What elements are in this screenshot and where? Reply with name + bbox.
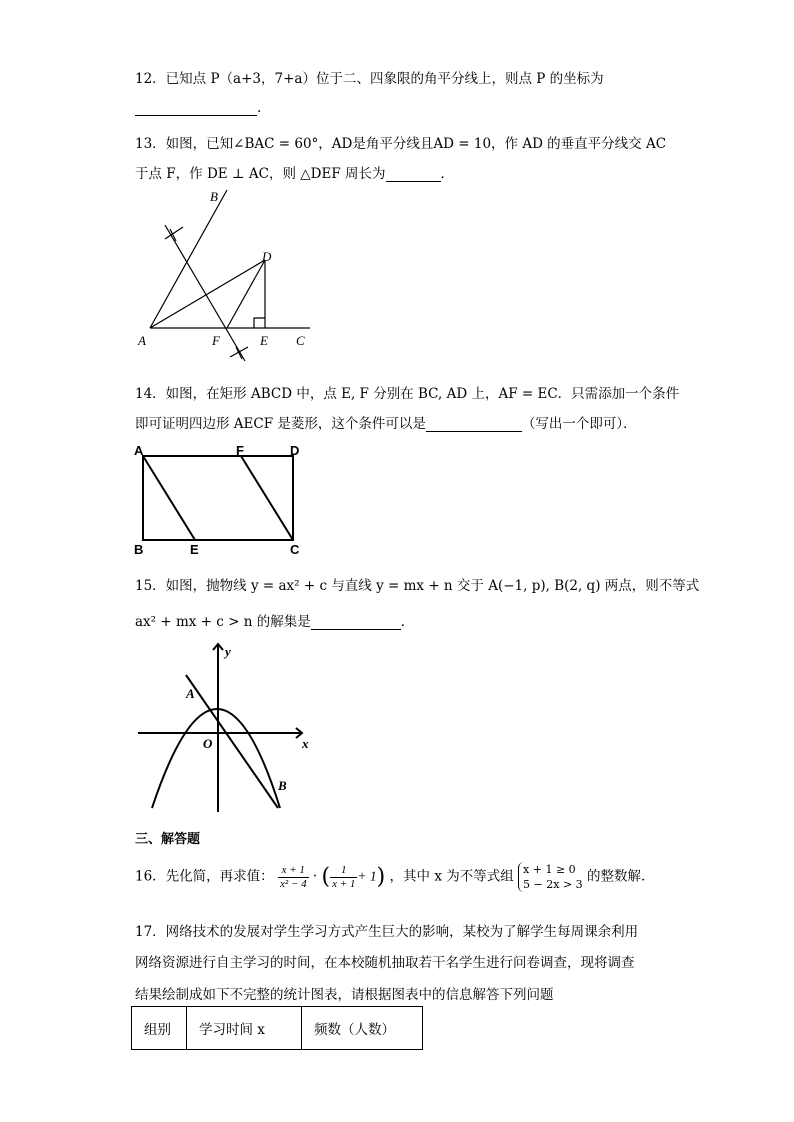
q13-line2-text: 于点 F，作 DE ⊥ AC，则 △DEF 周长为 [135,166,386,182]
label-A: A [138,333,146,348]
fraction-2-num: 1 [330,864,357,878]
q15-line2 [135,610,414,630]
label-D: D [262,249,272,264]
answer-blank[interactable] [135,101,257,116]
label-B: B [278,778,287,793]
q15-figure [130,640,320,815]
label-A: A [186,686,195,701]
q15-line1: 15．如图，抛物线 y = ax² + c 与直线 y = mx + n 交于 A(−1, p), B(2, q) 两点，则不等式 [135,578,700,594]
label-x: x [302,736,309,751]
q12-line1: 12．已知点 P（a+3，7+a）位于二、四象限的角平分线上，则点 P 的坐标为 [135,71,604,87]
inequality-1: x + 1 ≥ 0 [523,863,576,876]
label-O: O [203,736,213,751]
q14-line2-end: （写出一个即可）． [521,416,637,432]
table-header-cell: 频数（人数） [302,1007,423,1050]
q16-suffix: 的整数解. [586,868,646,885]
q14-line2 [135,412,637,432]
answer-blank[interactable] [311,615,401,630]
q14-line2-text: 即可证明四边形 AECF 是菱形，这个条件可以是 [135,416,426,432]
answer-blank[interactable] [426,417,522,432]
label-C: C [296,333,305,348]
dot-operator: · [312,868,318,885]
section-heading: 三、解答题 [135,832,201,847]
label-F: F [212,333,220,348]
q14-figure [128,440,318,560]
label-B: B [134,542,144,557]
q13-line2-end: ． [440,166,454,182]
label-A: A [134,443,144,458]
close-paren: ) [376,864,386,890]
q15-line2-end: ． [400,614,415,630]
table-header-row [132,1007,423,1050]
label-E: E [190,542,199,557]
q16-prefix: 16．先化简，再求值： [135,868,274,885]
q17-line2: 网络资源进行自主学习的时间，在本校随机抽取若干名学生进行问卷调查，现将调查 [135,955,635,971]
q13-line1: 13．如图，已知∠BAC = 60°，AD是角平分线且AD = 10，作 AD 的垂直平分线交 AC [135,136,667,152]
fraction-1 [278,864,309,891]
q16-line [135,862,645,892]
q17-line1: 17．网络技术的发展对学生学习方式产生巨大的影响，某校为了解学生每周课余利用 [135,924,639,940]
frequency-table [131,1006,423,1050]
label-y: y [225,644,231,659]
fraction-2 [330,864,357,891]
q13-figure [130,185,330,370]
plus-one: + 1 [357,868,377,884]
fraction-1-num: x + 1 [278,864,309,878]
label-E: E [260,333,268,348]
label-B: B [210,189,218,204]
label-C: C [290,542,300,557]
table-header-cell: 学习时间 x [187,1007,302,1050]
q12-line2 [135,100,261,116]
q12-end: . [257,100,262,116]
label-F: F [236,443,244,458]
open-paren: ( [321,864,331,890]
label-D: D [290,443,300,458]
q13-line2 [135,162,454,182]
q17-line3: 结果绘制成如下不完整的统计图表，请根据图表中的信息解答下列问题 [135,987,554,1003]
answer-blank[interactable] [386,167,441,182]
fraction-1-den: x² − 4 [279,877,307,890]
table-header-cell: 组别 [132,1007,187,1050]
inequality-system [518,862,583,892]
inequality-2: 5 − 2x > 3 [523,878,583,891]
q15-line2-text: ax² + mx + c > n 的解集是 [135,614,311,630]
q14-line1: 14．如图，在矩形 ABCD 中，点 E, F 分别在 BC, AD 上，AF = EC．只需添加一个条件 [135,386,680,402]
fraction-2-den: x + 1 [332,877,356,890]
q16-condition: ，其中 x 为不等式组 [389,868,514,885]
